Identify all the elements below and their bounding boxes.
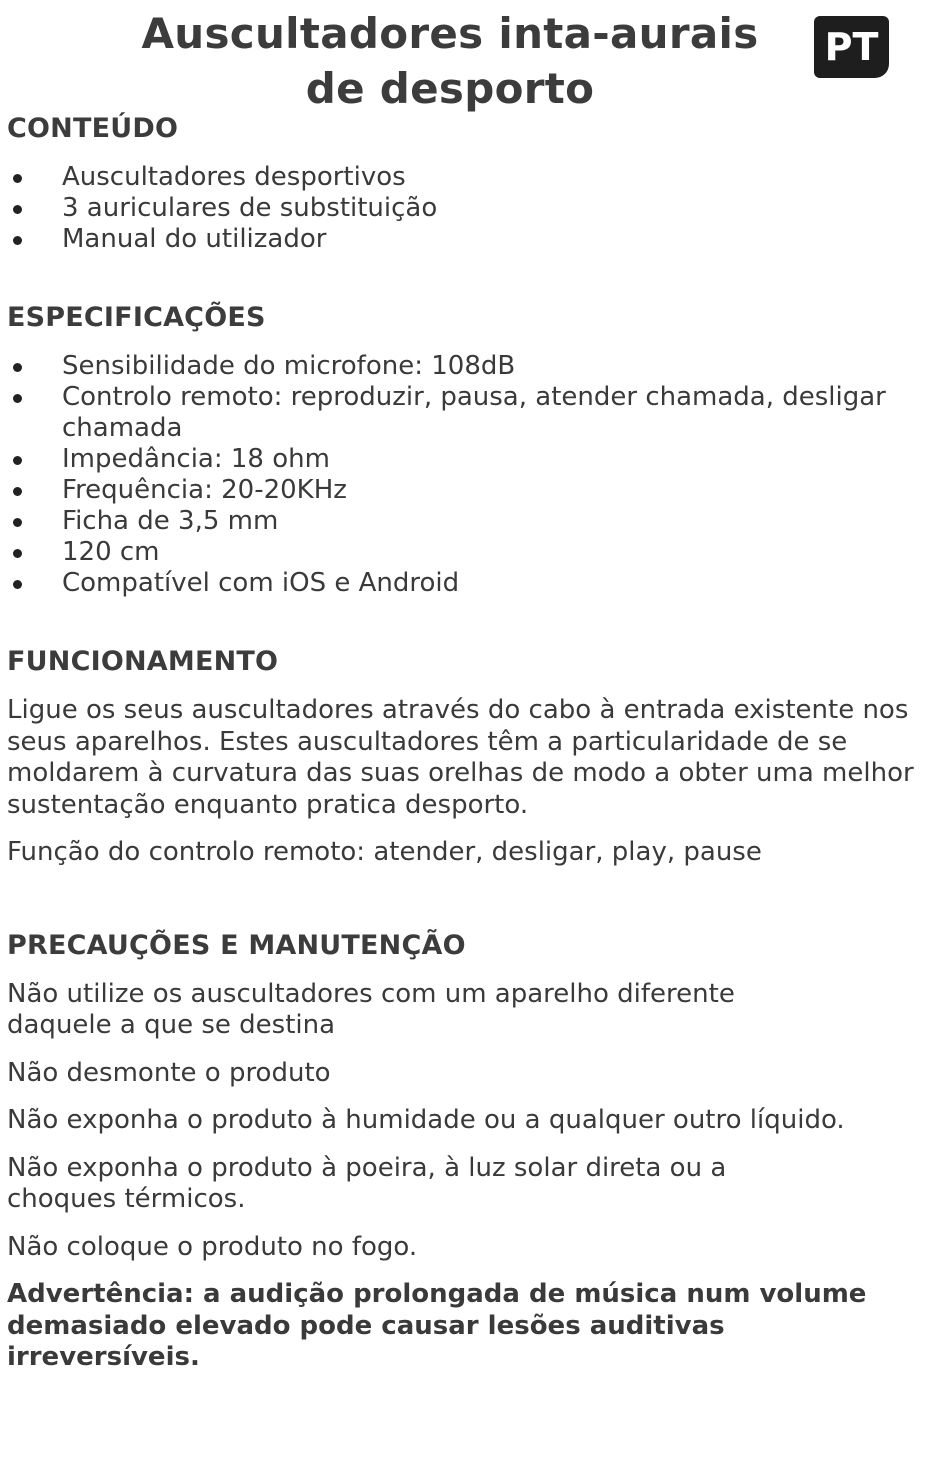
specifications-list — [7, 351, 917, 599]
bullet-icon — [13, 363, 22, 372]
list-item-text: Auscultadores desportivos — [62, 162, 406, 192]
operation-heading: FUNCIONAMENTO — [7, 646, 279, 677]
precaution-paragraph: Não coloque o produto no fogo. — [7, 1231, 418, 1262]
bullet-icon — [13, 205, 22, 214]
contents-section — [7, 112, 917, 255]
list-item — [7, 444, 917, 475]
page-title-line-1: Auscultadores inta-aurais — [141, 9, 759, 58]
bullet-icon — [13, 456, 22, 465]
list-item — [7, 506, 917, 537]
bullet-icon — [13, 487, 22, 496]
specifications-section — [7, 301, 917, 599]
bullet-icon — [13, 394, 22, 403]
list-item — [7, 193, 917, 224]
language-badge: PT — [814, 16, 889, 78]
list-item — [7, 568, 917, 599]
bullet-icon — [13, 549, 22, 558]
list-item-text: Frequência: 20-20KHz — [62, 475, 347, 505]
bullet-icon — [13, 580, 22, 589]
page-title-line-2: de desporto — [305, 64, 595, 113]
precaution-paragraph: Não utilize os auscultadores com um aparelho diferente daquele a que se destina — [7, 978, 735, 1040]
list-item — [7, 162, 917, 193]
document-body — [7, 112, 917, 1374]
bullet-icon — [13, 236, 22, 245]
operation-paragraph: Ligue os seus auscultadores através do cabo à entrada existente nos seus aparelhos. Estes auscultadores têm a particularidade de se moldarem à curvatura das suas orelhas de modo a obter uma melhor sustentação enquanto pratica desporto. — [7, 695, 914, 820]
list-item-text: 3 auriculares de substituição — [62, 193, 438, 223]
list-item — [7, 224, 917, 255]
list-item-text: 120 cm — [62, 537, 160, 567]
page-title — [0, 6, 900, 116]
precaution-paragraph: Não exponha o produto à humidade ou a qualquer outro líquido. — [7, 1105, 845, 1135]
list-item-text: Manual do utilizador — [62, 224, 327, 254]
precaution-paragraph: Não exponha o produto à poeira, à luz solar direta ou a choques térmicos. — [7, 1152, 727, 1214]
list-item — [7, 382, 917, 444]
list-item — [7, 475, 917, 506]
list-item-text: Compatível com iOS e Android — [62, 568, 460, 598]
list-item-text: Impedância: 18 ohm — [62, 444, 330, 474]
list-item-text: Controlo remoto: reproduzir, pausa, atender chamada, desligar chamada — [62, 382, 886, 443]
bullet-icon — [13, 174, 22, 183]
list-item-text: Sensibilidade do microfone: 108dB — [62, 351, 516, 381]
specifications-heading: ESPECIFICAÇÕES — [7, 302, 266, 333]
operation-section — [7, 645, 917, 869]
contents-list — [7, 162, 917, 255]
precaution-paragraph: Não desmonte o produto — [7, 1057, 331, 1088]
remote-function-paragraph: Função do controlo remoto: atender, desligar, play, pause — [7, 837, 762, 867]
warning-paragraph: Advertência: a audição prolongada de música num volume demasiado elevado pode causar lesões auditivas irreversíveis. — [7, 1279, 867, 1372]
precautions-heading: PRECAUÇÕES E MANUTENÇÃO — [7, 929, 466, 961]
bullet-icon — [13, 518, 22, 527]
precautions-section — [7, 929, 917, 1374]
contents-heading: CONTEÚDO — [7, 113, 179, 144]
list-item — [7, 351, 917, 382]
list-item-text: Ficha de 3,5 mm — [62, 506, 279, 536]
list-item — [7, 537, 917, 568]
